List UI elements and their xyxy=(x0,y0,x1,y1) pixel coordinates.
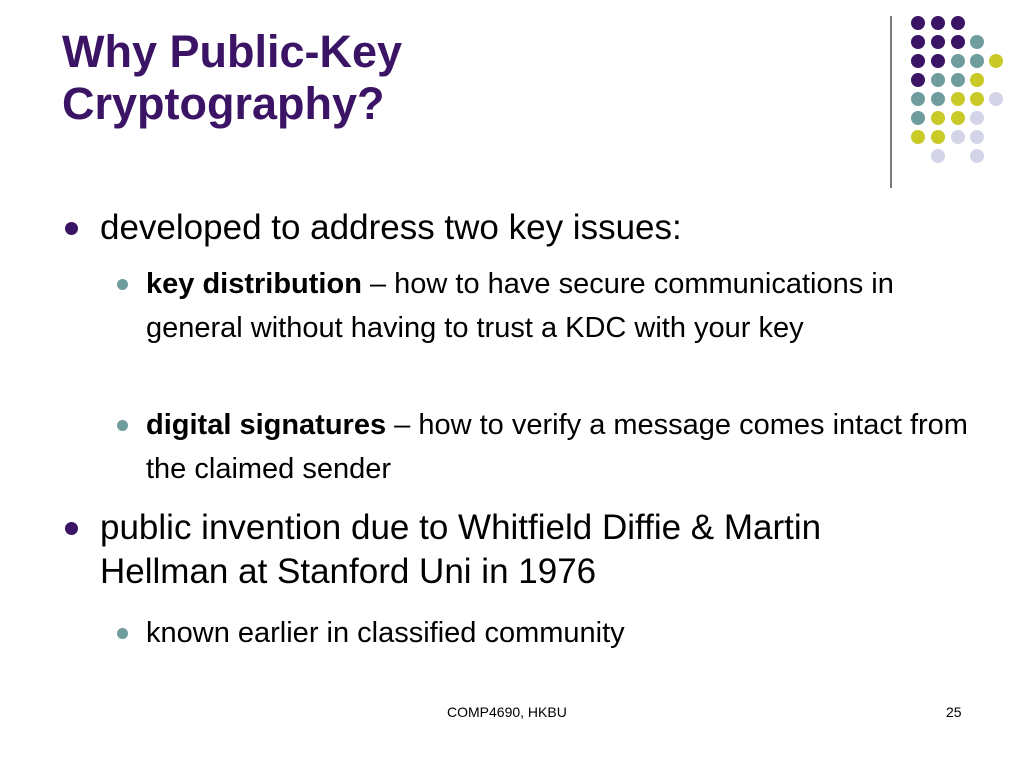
dot xyxy=(911,130,925,144)
dot xyxy=(931,130,945,144)
sub-bullet-item xyxy=(146,611,976,655)
sub-bullet-item xyxy=(146,403,976,491)
dot xyxy=(970,35,984,49)
dot xyxy=(951,130,965,144)
title-line-1: Why Public-Key xyxy=(62,26,403,77)
bullet-description: – how to verify a message comes intact from the claimed sender xyxy=(146,409,968,485)
bullet-term: key distribution xyxy=(146,268,362,300)
dot xyxy=(951,92,965,106)
dot xyxy=(931,54,945,68)
bullet-text: known earlier in classified community xyxy=(146,617,625,649)
dot xyxy=(951,111,965,125)
dot xyxy=(951,35,965,49)
dot xyxy=(951,54,965,68)
dot xyxy=(931,73,945,87)
bullet-text: developed to address two key issues: xyxy=(100,208,682,247)
dot xyxy=(989,54,1003,68)
dot xyxy=(951,73,965,87)
sub-bullet-item xyxy=(146,262,976,350)
dot xyxy=(970,73,984,87)
title-line-2: Cryptography? xyxy=(62,78,385,129)
dot xyxy=(931,149,945,163)
dot xyxy=(911,111,925,125)
bullet-description: – how to have secure communications in general without having to trust a KDC with your key xyxy=(146,268,894,344)
dot xyxy=(970,130,984,144)
dot xyxy=(911,73,925,87)
dot xyxy=(931,111,945,125)
sub-bullet-marker xyxy=(117,628,128,639)
bullet-term: digital signatures xyxy=(146,409,387,441)
dot xyxy=(970,54,984,68)
dot xyxy=(911,35,925,49)
dot xyxy=(970,111,984,125)
dot xyxy=(970,149,984,163)
sub-bullet-marker xyxy=(117,279,128,290)
dot xyxy=(970,92,984,106)
bullet-marker xyxy=(65,222,78,235)
decorative-divider xyxy=(890,16,892,188)
bullet-item xyxy=(100,506,880,594)
dot xyxy=(931,16,945,30)
slide-title xyxy=(62,26,862,130)
dot xyxy=(931,92,945,106)
dot xyxy=(931,35,945,49)
footer-page-number: 25 xyxy=(946,704,962,720)
bullet-marker xyxy=(65,522,78,535)
footer-course: COMP4690, HKBU xyxy=(447,704,567,720)
bullet-item xyxy=(100,206,960,250)
sub-bullet-marker xyxy=(117,420,128,431)
dot xyxy=(911,54,925,68)
dot xyxy=(911,16,925,30)
bullet-text: public invention due to Whitfield Diffie & Martin Hellman at Stanford Uni in 1976 xyxy=(100,508,822,591)
dot xyxy=(911,92,925,106)
dot xyxy=(951,16,965,30)
dot xyxy=(989,92,1003,106)
